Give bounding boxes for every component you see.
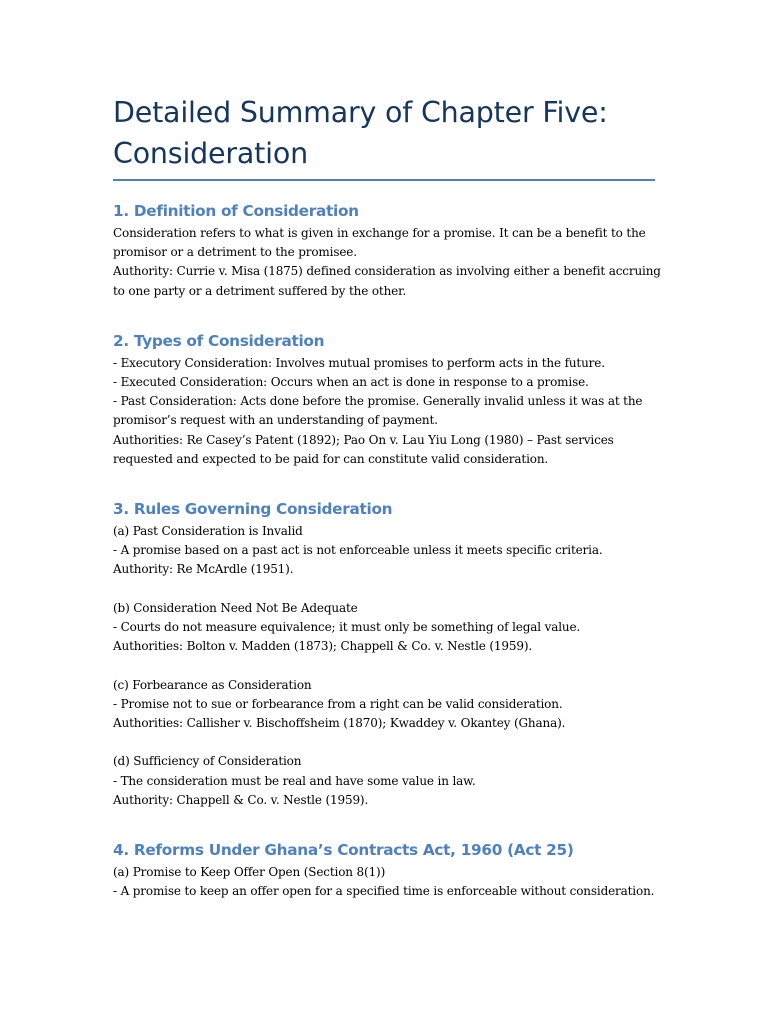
body-text-line: - The consideration must be real and have some value in law. [113, 773, 476, 788]
body-text-line: Authority: Currie v. Misa (1875) defined consideration as involving either a benefit accruing [113, 264, 661, 279]
body-text-line: Authorities: Bolton v. Madden (1873); Chappell & Co. v. Nestle (1959). [113, 639, 533, 654]
body-text-line: Authority: Re McArdle (1951). [113, 562, 294, 577]
document-title-line-2: Consideration [113, 137, 308, 170]
body-text-line: Authority: Chappell & Co. v. Nestle (1959). [113, 792, 369, 807]
body-text-line: - A promise to keep an offer open for a specified time is enforceable without consideration. [113, 884, 655, 899]
document-title [113, 92, 658, 174]
body-text-line: (a) Past Consideration is Invalid [113, 524, 303, 539]
body-text-line: to one party or a detriment suffered by the other. [113, 283, 407, 298]
blank-line [113, 580, 658, 599]
body-text-line: promisor’s request with an understanding of payment. [113, 413, 438, 428]
body-text-line: (b) Consideration Need Not Be Adequate [113, 600, 358, 615]
body-text-line: requested and expected to be paid for can constitute valid consideration. [113, 451, 549, 466]
body-text-line: (d) Sufficiency of Consideration [113, 754, 302, 769]
section-heading: 4. Reforms Under Ghana’s Contracts Act, 1960 (Act 25) [113, 841, 574, 860]
blank-line [113, 733, 658, 752]
section-body [113, 522, 658, 810]
section-heading: 1. Definition of Consideration [113, 202, 359, 220]
section-definition [113, 201, 661, 301]
section-body [113, 224, 661, 301]
document-page [113, 92, 661, 901]
section-heading: 2. Types of Consideration [113, 331, 325, 350]
section-types [113, 331, 658, 469]
body-text-line: - Executed Consideration: Occurs when an act is done in response to a promise. [113, 375, 589, 390]
body-text-line: Authorities: Callisher v. Bischoffsheim (1870); Kwaddey v. Okantey (Ghana). [113, 716, 566, 731]
body-text-line: (a) Promise to Keep Offer Open (Section 8(1)) [113, 865, 386, 880]
body-text-line: - Courts do not measure equivalence; it must only be something of legal value. [113, 620, 581, 635]
title-underline [113, 179, 655, 181]
body-text-line: promisor or a detriment to the promisee. [113, 245, 357, 260]
body-text-line: (c) Forbearance as Consideration [113, 677, 312, 692]
blank-line [113, 656, 658, 675]
body-text-line: - Promise not to sue or forbearance from a right can be valid consideration. [113, 696, 563, 711]
body-text-line: - Past Consideration: Acts done before the promise. Generally invalid unless it was at the [113, 394, 643, 409]
section-rules [113, 499, 658, 810]
body-text-line: Consideration refers to what is given in exchange for a promise. It can be a benefit to the [113, 226, 646, 240]
body-text-line: Authorities: Re Casey’s Patent (1892); Pao On v. Lau Yiu Long (1980) – Past services [113, 432, 614, 447]
body-text-line: - Executory Consideration: Involves mutual promises to perform acts in the future. [113, 355, 605, 370]
section-body [113, 863, 658, 901]
document-title-line-1: Detailed Summary of Chapter Five: [113, 96, 608, 129]
body-text-line: - A promise based on a past act is not enforceable unless it meets specific criteria. [113, 543, 603, 558]
section-body [113, 354, 658, 469]
section-reforms [113, 840, 658, 901]
section-heading: 3. Rules Governing Consideration [113, 500, 393, 519]
